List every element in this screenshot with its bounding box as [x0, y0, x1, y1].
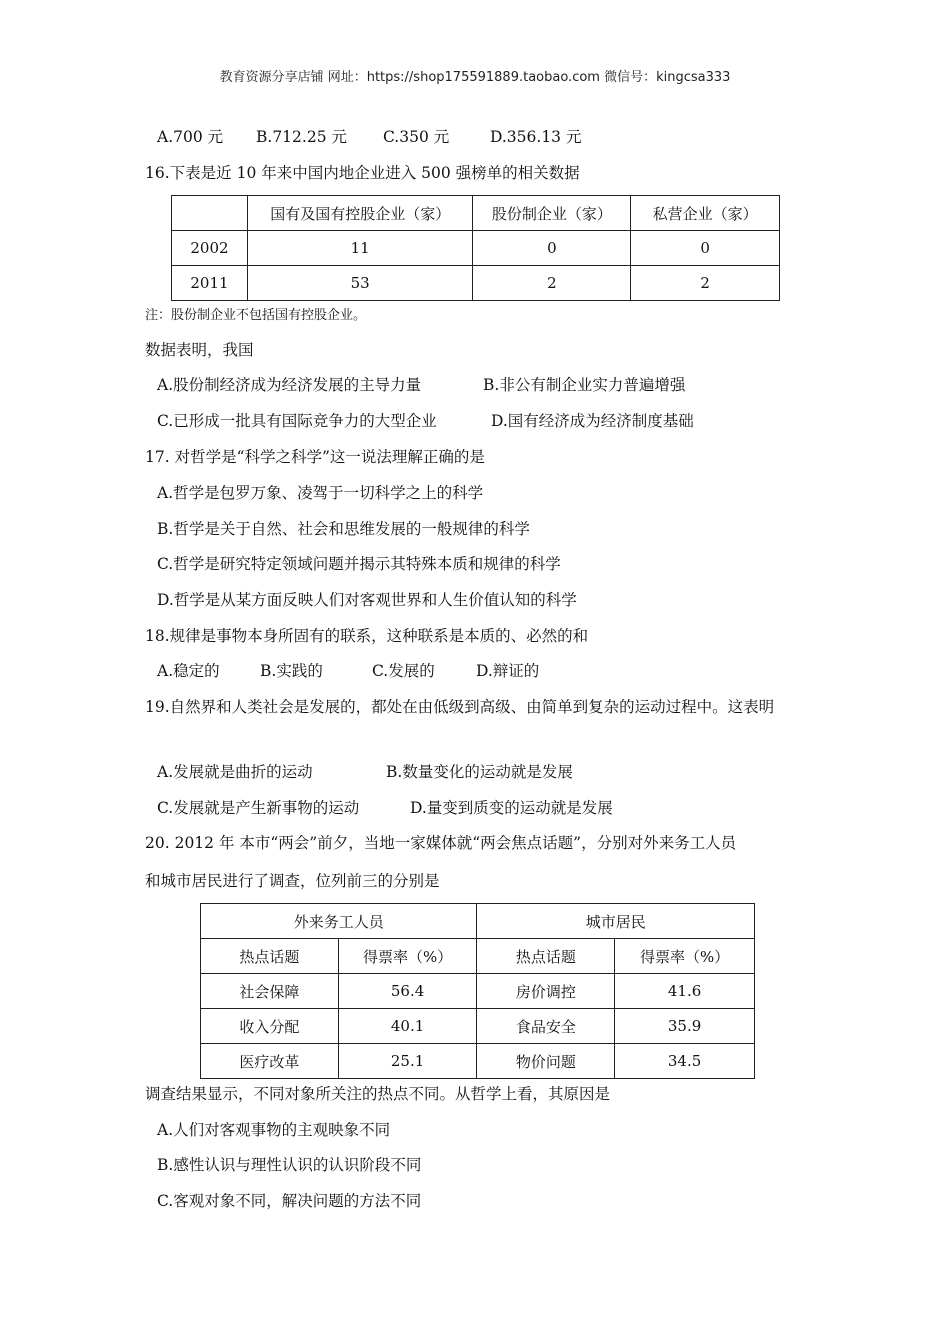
q15-option-d: D.356.13 元	[490, 128, 582, 146]
table-cell: 56.4	[338, 974, 477, 1009]
table-row	[172, 266, 780, 301]
table-header-row	[201, 939, 755, 974]
q20-option-b: B.感性认识与理性认识的认识阶段不同	[157, 1156, 422, 1174]
q20-stem-line2: 和城市居民进行了调查，位列前三的分别是	[145, 872, 440, 890]
table-cell: 物价问题	[477, 1044, 615, 1079]
table-cell: 40.1	[338, 1009, 477, 1044]
table-cell: 社会保障	[201, 974, 339, 1009]
q19-stem: 19.自然界和人类社会是发展的，都处在由低级到高级、由简单到复杂的运动过程中。这表明	[145, 698, 775, 716]
table-header-cell: 股份制企业（家）	[473, 196, 631, 231]
q17-option-c: C.哲学是研究特定领域问题并揭示其特殊本质和规律的科学	[157, 555, 561, 573]
q16-option-d: D.国有经济成为经济制度基础	[491, 412, 694, 430]
q20-option-c: C.客观对象不同，解决问题的方法不同	[157, 1192, 422, 1210]
table-header-row	[172, 196, 780, 231]
table-cell: 2	[631, 266, 780, 301]
q18-option-c: C.发展的	[372, 662, 435, 680]
q16-note: 注：股份制企业不包括国有控股企业。	[145, 308, 367, 323]
table-cell: 25.1	[338, 1044, 477, 1079]
q20-option-a: A.人们对客观事物的主观映象不同	[157, 1121, 391, 1139]
table-header-cell	[172, 196, 248, 231]
q15-option-c: C.350 元	[383, 128, 450, 146]
table-header-cell: 私营企业（家）	[631, 196, 780, 231]
table-cell: 41.6	[615, 974, 755, 1009]
q16-option-b: B.非公有制企业实力普遍增强	[483, 376, 686, 394]
table-cell: 0	[631, 231, 780, 266]
q17-option-b: B.哲学是关于自然、社会和思维发展的一般规律的科学	[157, 520, 530, 538]
table-header-cell: 热点话题	[477, 939, 615, 974]
table-cell: 收入分配	[201, 1009, 339, 1044]
q16-option-c: C.已形成一批具有国际竞争力的大型企业	[157, 412, 437, 430]
table-row	[201, 1009, 755, 1044]
table-header-cell: 热点话题	[201, 939, 339, 974]
q16-option-a: A.股份制经济成为经济发展的主导力量	[157, 376, 422, 394]
q18-option-d: D.辩证的	[476, 662, 540, 680]
table-cell: 2002	[172, 231, 248, 266]
table-cell: 0	[473, 231, 631, 266]
table-row	[201, 974, 755, 1009]
table-cell: 53	[247, 266, 473, 301]
q18-option-a: A.稳定的	[157, 662, 220, 680]
table-cell: 2011	[172, 266, 248, 301]
page-header: 教育资源分享店铺 网址：https://shop175591889.taobao.com 微信号：kingcsa333	[219, 70, 731, 85]
q20-lead: 调查结果显示，不同对象所关注的热点不同。从哲学上看，其原因是	[145, 1085, 611, 1103]
table-header-cell: 国有及国有控股企业（家）	[247, 196, 473, 231]
table-row	[201, 1044, 755, 1079]
q17-option-d: D.哲学是从某方面反映人们对客观世界和人生价值认知的科学	[157, 591, 577, 609]
table-cell: 35.9	[615, 1009, 755, 1044]
q15-option-b: B.712.25 元	[256, 128, 347, 146]
q16-lead: 数据表明，我国	[145, 341, 254, 359]
table-cell: 房价调控	[477, 974, 615, 1009]
q17-stem: 17. 对哲学是“科学之科学”这一说法理解正确的是	[145, 448, 485, 466]
table-cell: 医疗改革	[201, 1044, 339, 1079]
q16-stem: 16.下表是近 10 年来中国内地企业进入 500 强榜单的相关数据	[145, 164, 580, 182]
q20-table	[200, 903, 755, 1079]
q15-option-a: A.700 元	[157, 128, 224, 146]
q19-option-a: A.发展就是曲折的运动	[157, 763, 313, 781]
table-cell: 11	[247, 231, 473, 266]
table-header-cell: 得票率（%）	[615, 939, 755, 974]
table-cell: 2	[473, 266, 631, 301]
table-cell: 食品安全	[477, 1009, 615, 1044]
q19-option-c: C.发展就是产生新事物的运动	[157, 799, 360, 817]
table-group-header: 外来务工人员	[201, 904, 477, 939]
q17-option-a: A.哲学是包罗万象、凌驾于一切科学之上的科学	[157, 484, 484, 502]
table-cell: 34.5	[615, 1044, 755, 1079]
table-group-header: 城市居民	[477, 904, 755, 939]
q20-stem-line1: 20. 2012 年 本市“两会”前夕，当地一家媒体就“两会焦点话题”，分别对外来务工人员	[145, 834, 737, 852]
table-row	[172, 231, 780, 266]
q19-option-b: B.数量变化的运动就是发展	[386, 763, 573, 781]
q19-option-d: D.量变到质变的运动就是发展	[410, 799, 613, 817]
table-group-header-row	[201, 904, 755, 939]
q16-table	[171, 195, 780, 301]
q18-option-b: B.实践的	[260, 662, 323, 680]
table-header-cell: 得票率（%）	[338, 939, 477, 974]
q18-stem: 18.规律是事物本身所固有的联系，这种联系是本质的、必然的和	[145, 627, 589, 645]
